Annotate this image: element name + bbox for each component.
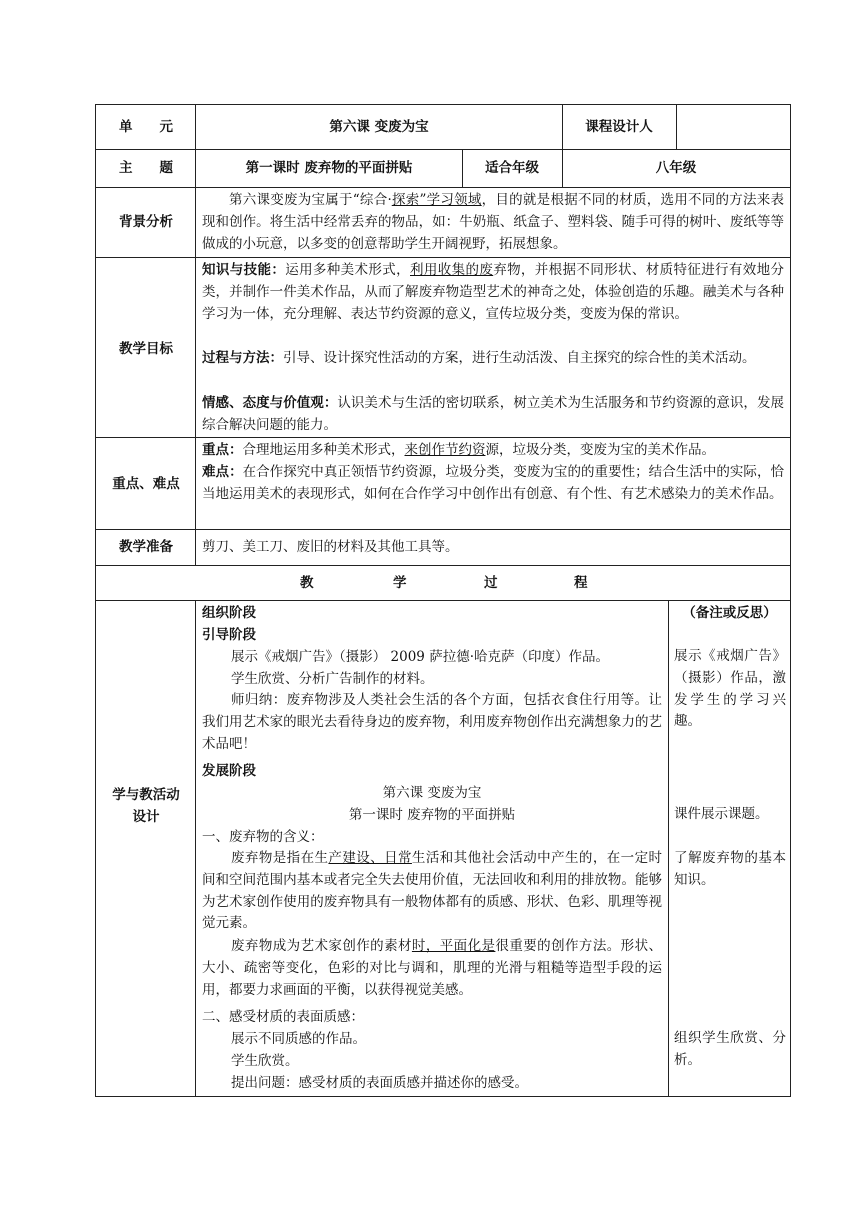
grade-label: 适合年级 xyxy=(485,160,539,176)
note-title: 课件展示课题。 xyxy=(674,806,769,822)
preparation-label: 教学准备 xyxy=(119,539,173,555)
section-definition: 一、废弃物的含义： xyxy=(202,829,324,845)
objective-process: 过程与方法：引导、设计探究性活动的方案，进行生动活泼、自主探究的综合性的美术活动。 xyxy=(202,350,756,366)
unit-value: 第六课 变废为宝 xyxy=(329,119,429,135)
texture-appreciate: 学生欣赏。 xyxy=(231,1053,299,1069)
section-texture: 二、感受材质的表面质感： xyxy=(202,1009,364,1025)
process-char-3: 过 xyxy=(484,575,498,591)
material-text: 废弃物成为艺术家创作的素材时，平面化是很重要的创作方法。形状、大小、疏密等变化，色彩的对比与调和，肌理的光滑与粗糙等造型手段的运用，都要力求画面的平衡，以获得视觉美感。 xyxy=(202,938,663,998)
guide-student-analysis: 学生欣赏、分析广告制作的材料。 xyxy=(231,671,434,687)
stage-organize: 组织阶段 xyxy=(202,605,256,621)
note-guide: 展示《戒烟广告》（摄影）作品，激发学生的学习兴趣。 xyxy=(674,648,786,730)
key-points-label: 重点、难点 xyxy=(112,476,180,492)
objective-knowledge: 知识与技能：运用多种美术形式，利用收集的废弃物，并根据不同形状、材质特征进行有效地分类，并制作一件美术作品，从而了解废弃物造型艺术的神奇之处，体验创造的乐趣。融美术与各种学习为一体，充分理解、表达节约资源的意义，宣传垃圾分类，变废为保的常识。 xyxy=(202,262,785,322)
designer-label: 课程设计人 xyxy=(585,119,653,135)
activity-label-line2: 设计 xyxy=(132,809,160,825)
stage-develop: 发展阶段 xyxy=(202,763,256,779)
guide-show-work: 展示《戒烟广告》（摄影） 2009 萨拉德·哈克萨（印度）作品。 xyxy=(231,649,609,665)
texture-question: 提出问题：感受材质的表面质感并描述你的感受。 xyxy=(231,1075,528,1091)
background-text: 第六课变废为宝属于“综合·探索”学习领域，目的就是根据不同的材质，选用不同的方法来表现和创作。将生活中经常丢弃的物品，如：牛奶瓶、纸盒子、塑料袋、随手可得的树叶、废纸等等做成的小玩意，以多变的创意帮助学生开阔视野，拓展想象。 xyxy=(202,192,784,252)
topic-label: 主 题 xyxy=(119,160,173,176)
key-point-text: 重点：合理地运用多种美术形式，来创作节约资源，垃圾分类，变废为宝的美术作品。 xyxy=(202,442,715,458)
process-char-2: 学 xyxy=(393,575,407,591)
topic-value: 第一课时 废弃物的平面拼贴 xyxy=(245,160,413,176)
note-appreciate: 组织学生欣赏、分析。 xyxy=(674,1030,786,1068)
texture-show: 展示不同质感的作品。 xyxy=(231,1031,366,1047)
lesson-subtitle: 第一课时 废弃物的平面拼贴 xyxy=(348,807,516,823)
difficulty-text: 难点：在合作探究中真正领悟节约资源，垃圾分类，变废为宝的的重要性；结合生活中的实际，恰当地运用美术的表现形式，如何在合作学习中创作出有创意、有个性、有艺术感染力的美术作品。 xyxy=(202,464,785,502)
objective-emotion: 情感、态度与价值观：认识美术与生活的密切联系，树立美术为生活服务和节约资源的意识，发展综合解决问题的能力。 xyxy=(202,395,785,433)
preparation-text: 剪刀、美工刀、废旧的材料及其他工具等。 xyxy=(202,539,459,555)
lesson-title: 第六课 变废为宝 xyxy=(382,785,482,801)
guide-teacher-summary: 师归纳：废弃物涉及人类社会生活的各个方面，包括衣食住行用等。让我们用艺术家的眼光去看待身边的废弃物，利用废弃物创作出充满想象力的艺术品吧！ xyxy=(202,692,662,752)
unit-label: 单 元 xyxy=(119,119,173,135)
stage-guide: 引导阶段 xyxy=(202,627,256,643)
definition-text: 废弃物是指在生产建设、日常生活和其他社会活动中产生的，在一定时间和空间范围内基本或者完全失去使用价值，无法回收和利用的排放物。能够为艺术家创作使用的废弃物具有一般物体都有的质感、形状、色彩、肌理等视觉元素。 xyxy=(202,850,663,932)
objectives-label: 教学目标 xyxy=(119,341,173,357)
activity-label-line1: 学与教活动 xyxy=(112,787,180,803)
grade-value: 八年级 xyxy=(655,160,697,176)
note-knowledge: 了解废弃物的基本知识。 xyxy=(674,850,786,888)
notes-header: （备注或反思） xyxy=(682,605,777,621)
process-char-4: 程 xyxy=(574,575,588,591)
process-char-1: 教 xyxy=(300,575,314,591)
background-label: 背景分析 xyxy=(119,214,173,230)
